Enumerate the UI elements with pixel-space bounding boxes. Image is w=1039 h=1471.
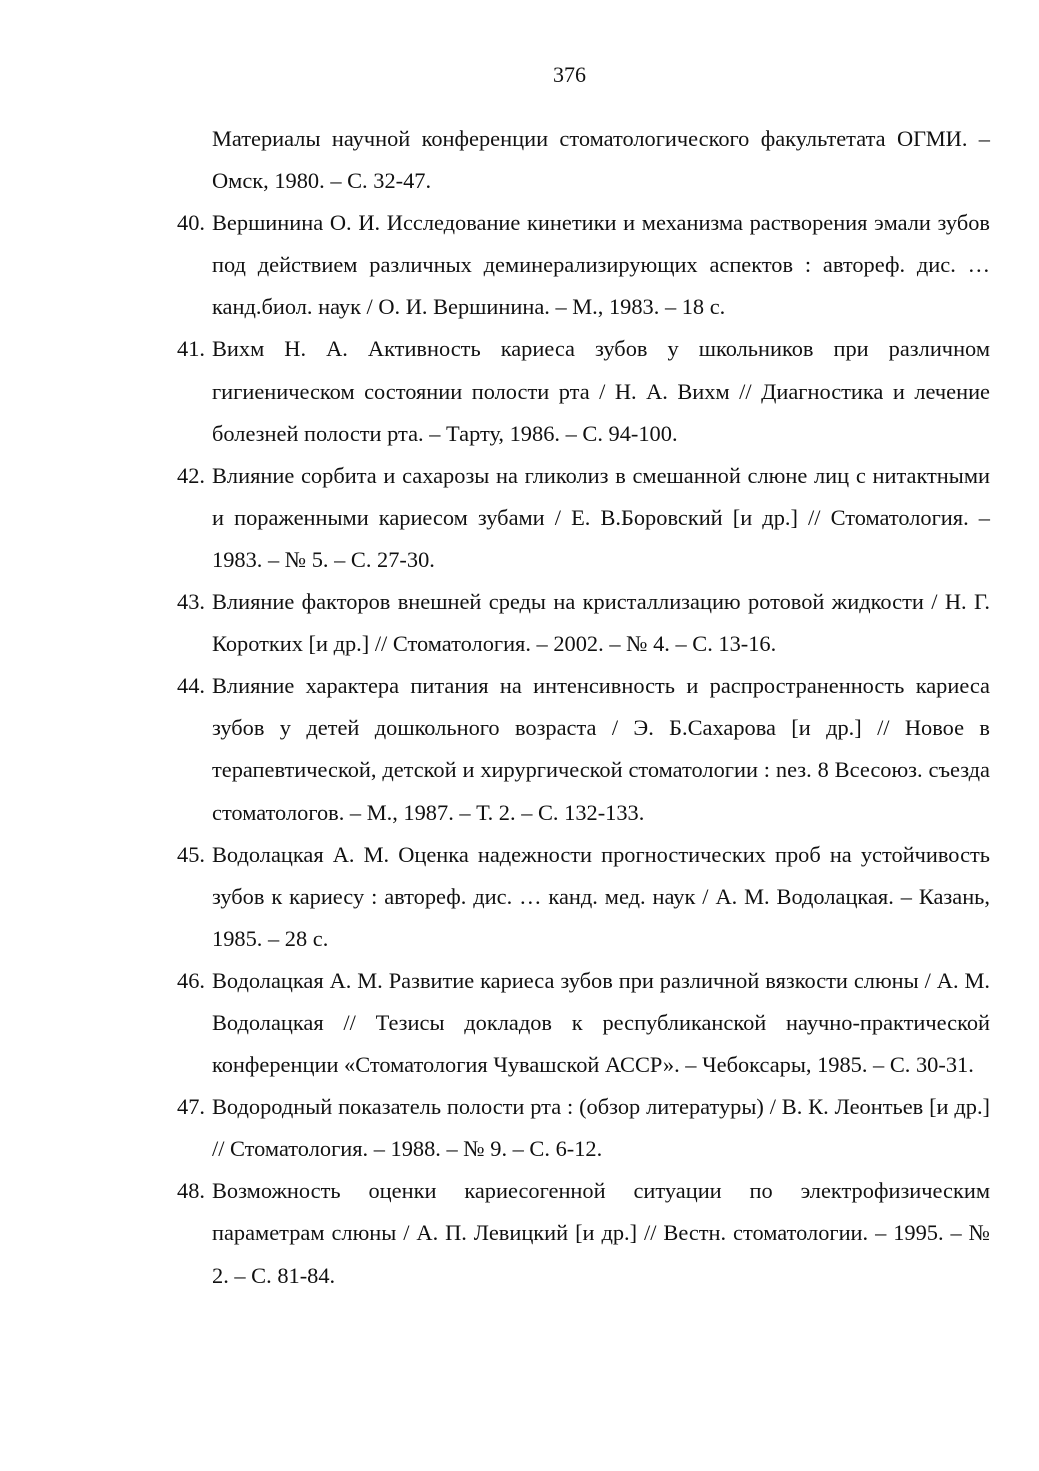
reference-number: 46. [177, 967, 205, 993]
reference-item [212, 118, 990, 202]
reference-item [177, 834, 990, 960]
reference-number: 48. [177, 1178, 205, 1204]
reference-number: 45. [177, 841, 205, 867]
reference-text: Влияние характера питания на интенсивность и распространенность кариеса зубов у детей дошкольного возраста / Э. Б.Сахарова [и др.] // Новое в терапевтической, детской и хирургической стоматологии : nез. 8 Всесоюз. съезда стоматологов. – М., 1987. – Т. 2. – С. 132-133. [212, 673, 990, 825]
reference-item [177, 202, 990, 328]
reference-number: 40. [177, 210, 205, 236]
reference-number: 44. [177, 673, 205, 699]
page-number: 376 [553, 62, 586, 87]
reference-text: Влияние сорбита и сахарозы на гликолиз в смешанной слюне лиц с нитактными и пораженными кариесом зубами / Е. В.Боровский [и др.] // Стоматология. – 1983. – № 5. – С. 27-30. [212, 462, 990, 572]
reference-text: Вихм Н. А. Активность кариеса зубов у школьников при различном гигиеническом состоянии полости рта / Н. А. Вихм // Диагностика и лечение болезней полости рта. – Тарту, 1986. – С. 94-100. [212, 336, 990, 446]
reference-text: Вершинина О. И. Исследование кинетики и механизма растворения эмали зубов под действием различных деминерализирующих аспектов : автореф. дис. … канд.биол. наук / О. И. Вершинина. – М., 1983. – 18 с. [212, 210, 990, 320]
reference-number: 42. [177, 462, 205, 488]
reference-text: Возможность оценки кариесогенной ситуации по электрофизическим параметрам слюны / А. П. Левицкий [и др.] // Вестн. стоматологии. – 1995. – № 2. – С. 81-84. [212, 1178, 990, 1288]
reference-item [177, 665, 990, 833]
reference-item [177, 1170, 990, 1296]
reference-item [177, 455, 990, 581]
reference-text: Влияние факторов внешней среды на кристаллизацию ротовой жидкости / Н. Г. Коротких [и др.] // Стоматология. – 2002. – № 4. – С. 13-16. [212, 589, 990, 657]
reference-number: 47. [177, 1094, 205, 1120]
reference-text: Материалы научной конференции стоматологического факультетата ОГМИ. – Омск, 1980. – С. 32-47. [212, 126, 990, 194]
reference-list [177, 118, 990, 1297]
reference-item [177, 328, 990, 454]
reference-text: Водородный показатель полости рта : (обзор литературы) / В. К. Леонтьев [и др.] // Стоматология. – 1988. – № 9. – С. 6-12. [212, 1094, 990, 1162]
reference-number: 41. [177, 336, 205, 362]
reference-item [177, 581, 990, 665]
reference-text: Водолацкая А. М. Развитие кариеса зубов при различной вязкости слюны / А. М. Водолацкая // Тезисы докладов к республиканской научно-практической конференции «Стоматология Чувашской АССР». – Чебоксары, 1985. – С. 30-31. [212, 967, 990, 1078]
reference-text: Водолацкая А. М. Оценка надежности прогностических проб на устойчивость зубов к кариесу : автореф. дис. … канд. мед. наук / А. М. Водолацкая. – Казань, 1985. – 28 с. [212, 841, 990, 951]
reference-number: 43. [177, 589, 205, 615]
reference-item [177, 960, 990, 1086]
reference-item [177, 1086, 990, 1170]
